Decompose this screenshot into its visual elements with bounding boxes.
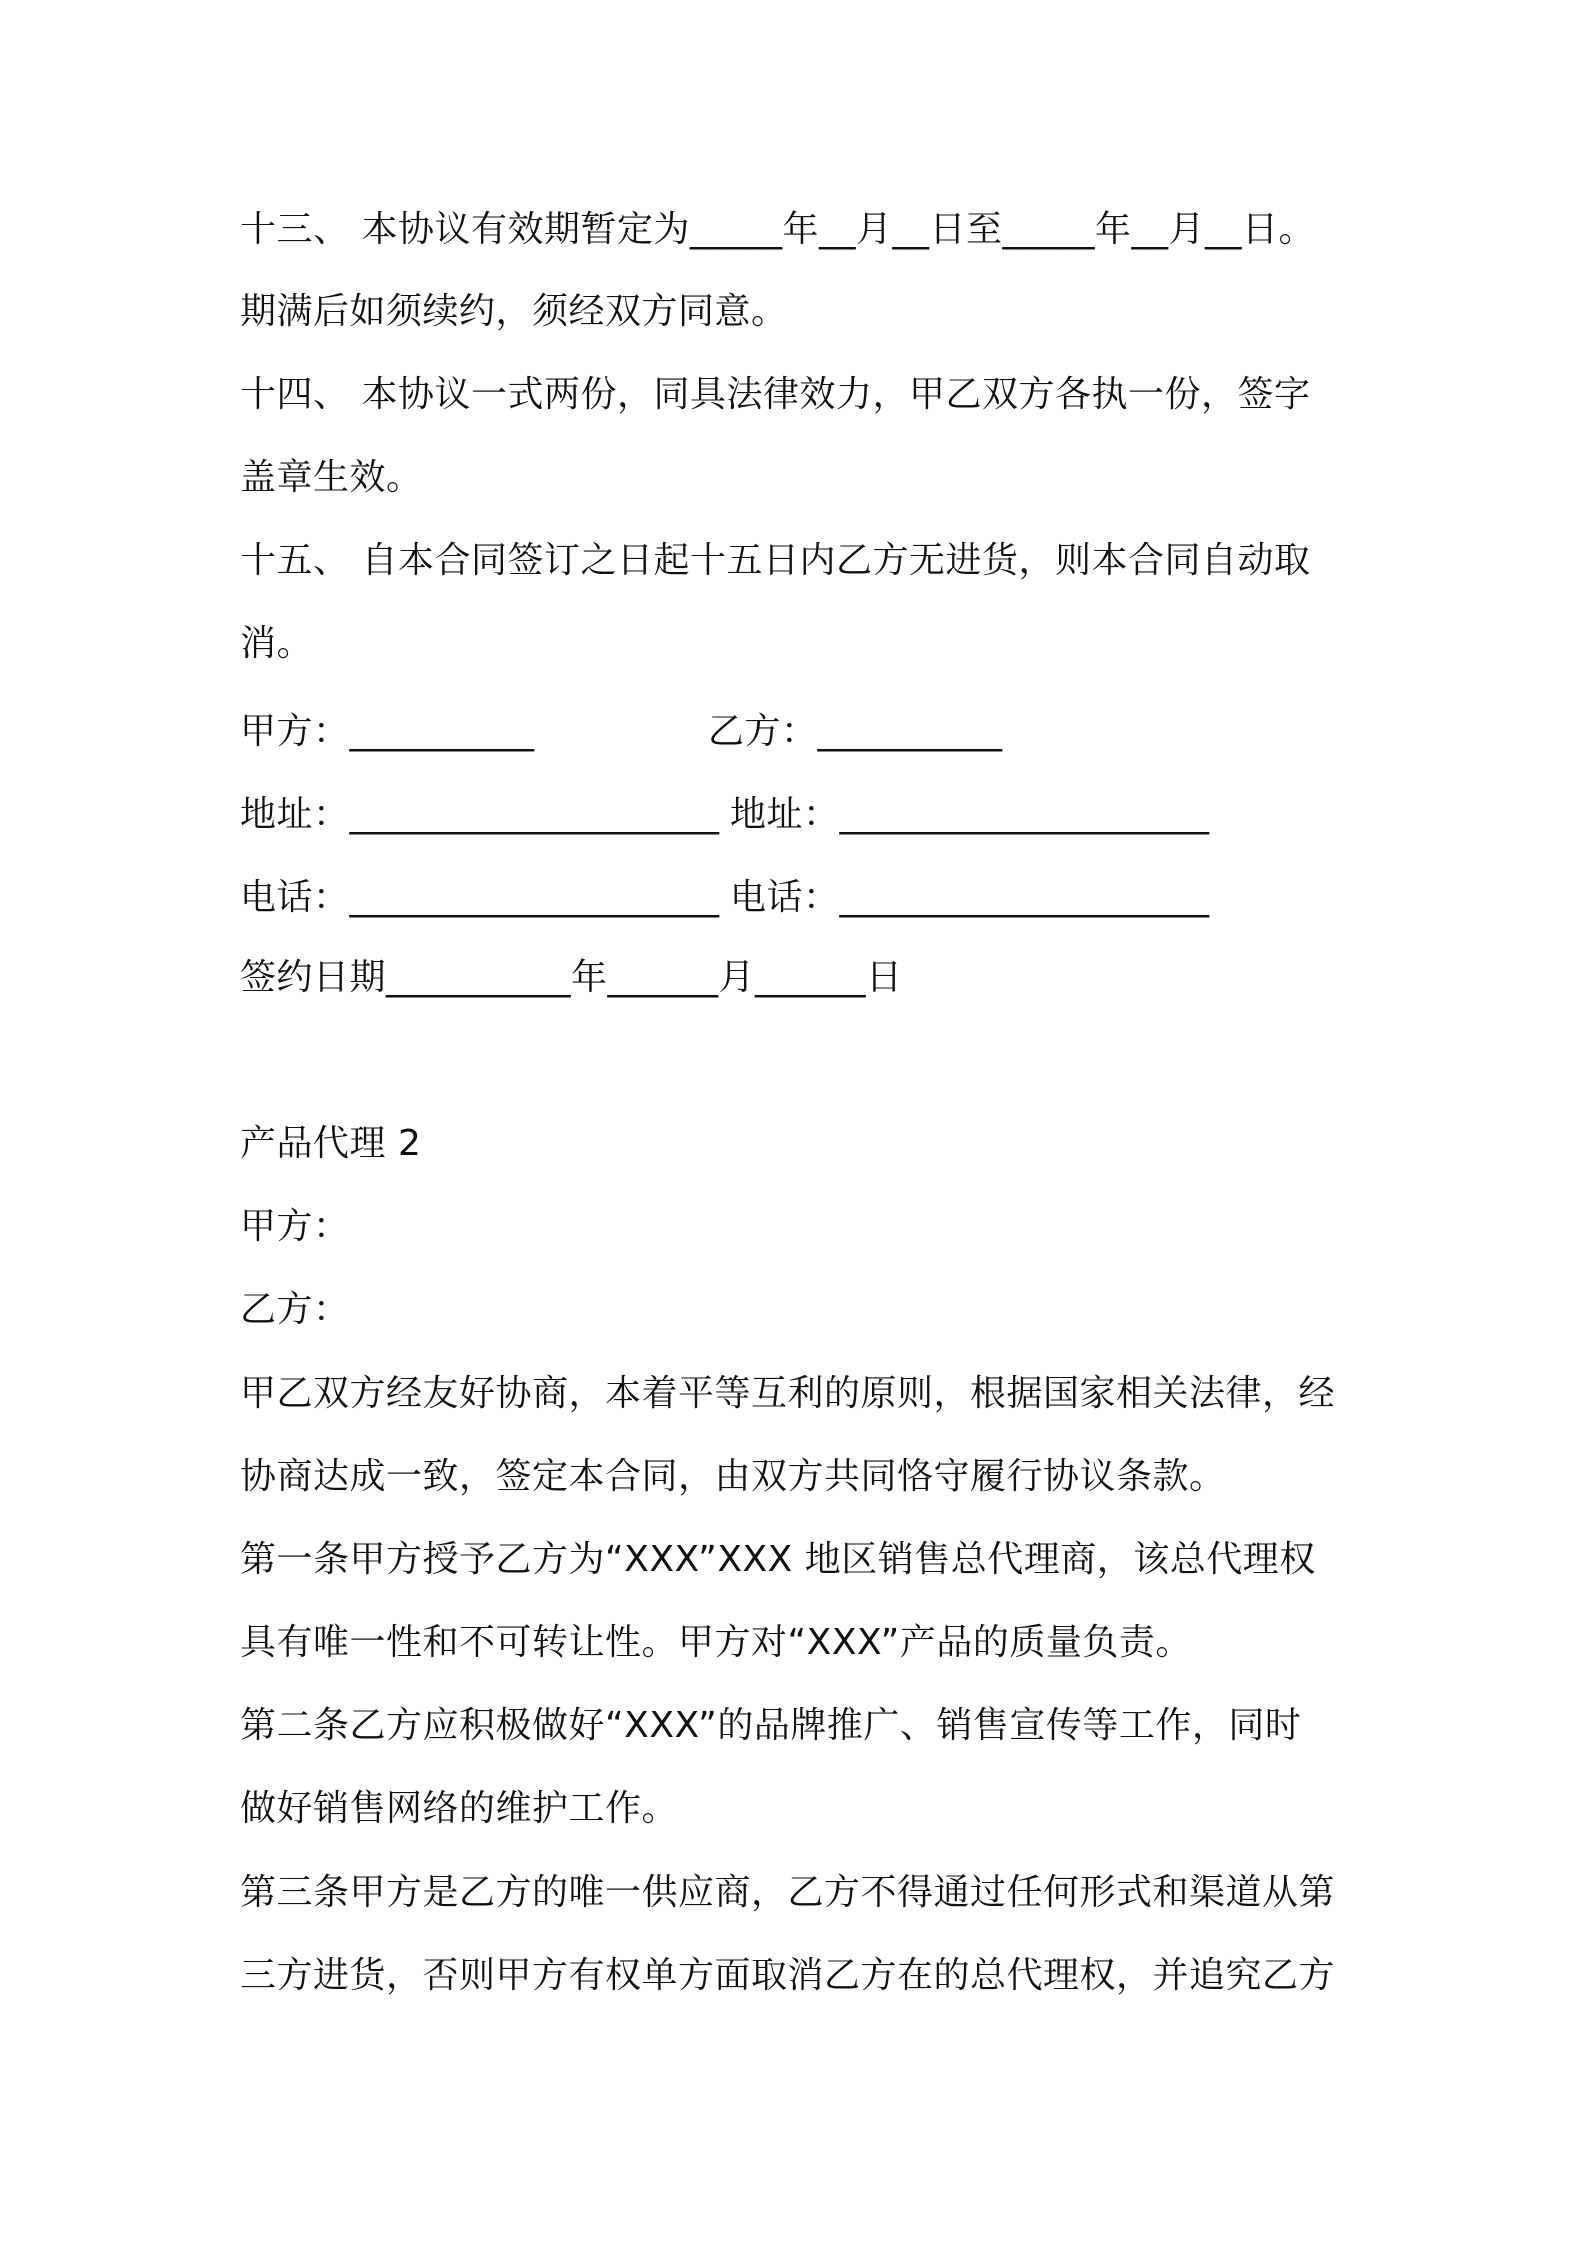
clause-15-line-2: 消。 bbox=[240, 623, 314, 664]
contract-2-party-b: 乙方： bbox=[240, 1289, 350, 1330]
article-1-line-2: 具有唯一性和不可转让性。甲方对“XXX”产品的质量负责。 bbox=[240, 1622, 1192, 1663]
article-3-line-1: 第三条甲方是乙方的唯一供应商，乙方不得通过任何形式和渠道从第 bbox=[240, 1872, 1336, 1913]
clause-15-line-1: 十五、 自本合同签订之日起十五日内乙方无进货，则本合同自动取 bbox=[240, 540, 1311, 581]
clause-13-line-2: 期满后如须续约，须经双方同意。 bbox=[240, 291, 788, 332]
party-b-phone-field: 电话：____________________ bbox=[730, 877, 1210, 918]
party-a-phone-field: 电话：____________________ bbox=[240, 877, 720, 918]
party-a-signature-field: 甲方：__________ bbox=[240, 711, 535, 752]
article-2-line-2: 做好销售网络的维护工作。 bbox=[240, 1788, 679, 1829]
preamble-line-2: 协商达成一致，签定本合同，由双方共同恪守履行协议条款。 bbox=[240, 1456, 1226, 1497]
preamble-line-1: 甲乙双方经友好协商，本着平等互利的原则，根据国家相关法律，经 bbox=[240, 1373, 1336, 1414]
contract-2-party-a: 甲方： bbox=[240, 1206, 350, 1247]
clause-14-line-2: 盖章生效。 bbox=[240, 457, 423, 498]
clause-14-line-1: 十四、 本协议一式两份，同具法律效力，甲乙双方各执一份，签字 bbox=[240, 374, 1311, 415]
party-a-address-field: 地址：____________________ bbox=[240, 794, 720, 835]
article-1-line-1: 第一条甲方授予乙方为“XXX”XXX 地区销售总代理商，该总代理权 bbox=[240, 1539, 1316, 1580]
article-3-line-2: 三方进货，否则甲方有权单方面取消乙方在的总代理权，并追究乙方 bbox=[240, 1955, 1336, 1996]
clause-13-line-1: 十三、 本协议有效期暂定为_____年__月__日至_____年__月__日。 bbox=[240, 209, 1315, 250]
party-b-address-field: 地址：____________________ bbox=[730, 794, 1210, 835]
article-2-line-1: 第二条乙方应积极做好“XXX”的品牌推广、销售宣传等工作，同时 bbox=[240, 1705, 1302, 1746]
contract-2-title: 产品代理 2 bbox=[240, 1123, 422, 1164]
party-b-signature-field: 乙方：__________ bbox=[708, 711, 1003, 752]
sign-date-field: 签约日期__________年______月______日 bbox=[240, 957, 903, 998]
